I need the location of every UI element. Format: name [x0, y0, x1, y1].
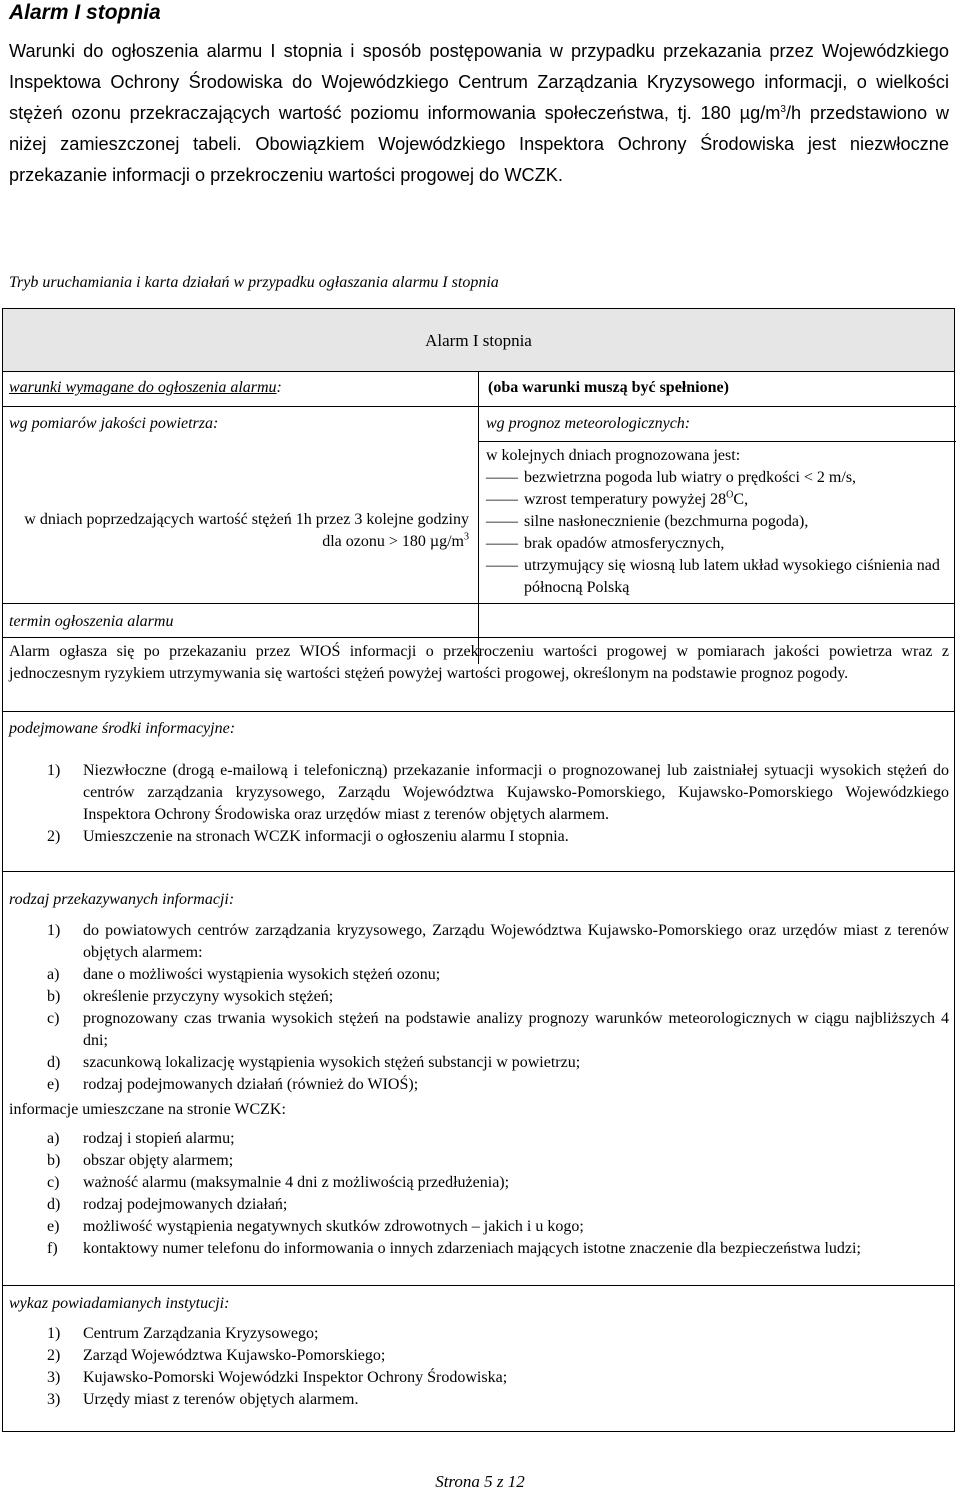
forecast-item	[486, 489, 948, 511]
intro-part2: /h przedstawiono w niżej zamieszczonej tabeli. Obowiązkiem Wojewódzkiego Inspektora Ochrony Środowiska jest niezwłoczne przekazanie informacji o przekroczeniu wartości progowej do WCZK.	[9, 103, 950, 185]
measurements-sup: 3	[464, 531, 469, 543]
measurements-label: wg pomiarów jakości powietrza:	[9, 415, 219, 432]
info-text: dane o możliwości wystąpienia wysokich stężeń ozonu;	[83, 966, 441, 983]
temp-suffix: C,	[733, 491, 749, 508]
web-text: możliwość wystąpienia negatywnych skutków zdrowotnych – jakich i u kogo;	[83, 1218, 584, 1235]
info-text: rodzaj podejmowanych działań (również do WIOŚ);	[83, 1076, 419, 1093]
info-num: e)	[47, 1076, 60, 1093]
web-num: f)	[47, 1240, 58, 1257]
web-item	[9, 1194, 949, 1216]
table-header: Alarm I stopnia	[3, 309, 954, 372]
measure-item	[9, 826, 949, 848]
web-item	[9, 1128, 949, 1150]
alarm-table	[2, 308, 955, 1432]
info-item	[9, 1008, 949, 1052]
institution-num: 2)	[47, 1347, 61, 1364]
forecast-item-text: utrzymujący się wiosną lub latem układ wysokiego ciśnienia nad północną Polską	[524, 557, 940, 596]
forecast-item-text: bezwietrzna pogoda lub wiatry o prędkości < 2 m/s,	[524, 469, 857, 486]
temp-sup: O	[726, 489, 734, 501]
conditions-label	[9, 377, 282, 399]
web-text: rodzaj i stopień alarmu;	[83, 1130, 235, 1147]
web-text: kontaktowy numer telefonu do informowania o innych zdarzeniach mających istotne znaczenie dla bezpieczeństwa ludzi;	[83, 1240, 861, 1257]
forecast-item-text: brak opadów atmosferycznych,	[524, 535, 725, 552]
institution-text: Zarząd Województwa Kujawsko-Pomorskiego;	[83, 1347, 386, 1364]
web-num: e)	[47, 1218, 60, 1235]
institution-item	[9, 1345, 949, 1367]
web-num: a)	[47, 1130, 60, 1147]
dash-mark: ——	[486, 491, 518, 508]
measure-text: Umieszczenie na stronach WCZK informacji o ogłoszeniu alarmu I stopnia.	[83, 828, 569, 845]
page-footer: Strona 5 z 12	[435, 1472, 525, 1491]
page-title: Alarm I stopnia	[9, 1, 161, 24]
institution-item	[9, 1367, 949, 1389]
institution-item	[9, 1389, 949, 1411]
web-text: rodzaj podejmowanych działań;	[83, 1196, 288, 1213]
column-divider	[478, 372, 479, 664]
measure-num: 2)	[47, 828, 61, 845]
forecast-item-text: silne nasłonecznienie (bezchmurna pogoda),	[524, 513, 809, 530]
info-item	[9, 986, 949, 1008]
institution-item	[9, 1323, 949, 1345]
web-num: c)	[47, 1174, 60, 1191]
info-text: prognozowany czas trwania wysokich stężeń na podstawie analizy prognozy warunków meteorologicznych w ciągu najbliższych 4 dni;	[83, 1010, 949, 1049]
institution-num: 3)	[47, 1369, 61, 1386]
info-num: c)	[47, 1010, 60, 1027]
web-text: obszar objęty alarmem;	[83, 1152, 234, 1169]
info-text: szacunkową lokalizację wystąpienia wysokich stężeń substancji w powietrzu;	[83, 1054, 581, 1071]
dash-mark: ——	[486, 469, 518, 486]
web-item	[9, 1216, 949, 1238]
info-num: b)	[47, 988, 61, 1005]
conditions-colon: :	[276, 379, 282, 396]
divider	[478, 406, 956, 407]
forecast-list	[486, 467, 948, 599]
forecast-item	[486, 511, 948, 533]
info-num: d)	[47, 1054, 61, 1071]
info-main-text: do powiatowych centrów zarządzania kryzysowego, Zarządu Województwa Kujawsko-Pomorskiego oraz urzędów miast z terenów objętych alarmem:	[83, 922, 949, 961]
institution-num: 3)	[47, 1391, 61, 1408]
measurements-text-body: w dniach poprzedzających wartość stężeń 1h przez 3 kolejne godziny dla ozonu > 180 µg/m	[24, 511, 469, 550]
divider	[3, 637, 954, 638]
info-label: rodzaj przekazywanych informacji:	[9, 891, 235, 908]
divider	[3, 406, 479, 407]
forecast-item	[486, 533, 948, 555]
divider	[3, 871, 954, 872]
info-main-item	[9, 920, 949, 964]
divider	[3, 603, 954, 604]
forecast-label: wg prognoz meteorologicznych:	[486, 415, 691, 432]
web-item	[9, 1172, 949, 1194]
institution-text: Urzędy miast z terenów objętych alarmem.	[83, 1391, 359, 1408]
intro-part1: Warunki do ogłoszenia alarmu I stopnia i sposób postępowania w przypadku przekazania przez Wojewódzkiego Inspektowa Ochrony Środowiska do Wojewódzkiego Centrum Zarządzania Kryzysowego informacji, o wielkości stężeń ozonu przekraczających wartość poziomu informowania społeczeństwa, tj. 180 µg/m	[9, 41, 949, 123]
measures-label: podejmowane środki informacyjne:	[9, 720, 236, 737]
term-text: Alarm ogłasza się po przekazaniu przez WIOŚ informacji o przekroczeniu wartości progowej w pomiarach jakości powietrza wraz z jednoczesnym ryzykiem utrzymywania się wartości stężeń powyżej wartości progowej, określonym na podstawie prognoz pogody.	[9, 643, 949, 682]
info-num: a)	[47, 966, 60, 983]
measures-list	[9, 760, 949, 848]
web-num: b)	[47, 1152, 61, 1169]
dash-mark: ——	[486, 557, 518, 574]
dash-mark: ——	[486, 513, 518, 530]
web-text: ważność alarmu (maksymalnie 4 dni z możliwością przedłużenia);	[83, 1174, 510, 1191]
dash-mark: ——	[486, 535, 518, 552]
forecast-item	[486, 467, 948, 489]
web-list	[9, 1128, 949, 1260]
info-text: określenie przyczyny wysokich stężeń;	[83, 988, 334, 1005]
web-item	[9, 1150, 949, 1172]
forecast-item-text: wzrost temperatury powyżej 28	[524, 491, 727, 508]
divider	[3, 711, 954, 712]
info-list	[9, 920, 949, 1096]
conditions-label-text: warunki wymagane do ogłoszenia alarmu	[9, 379, 277, 396]
measure-text: Niezwłoczne (drogą e-mailową i telefoniczną) przekazanie informacji o prognozowanej lub zaistniałej sytuacji wysokich stężeń do centrów zarządzania kryzysowego, Zarządu Województwa Kujawsko-Pomorskiego, Kujawsko-Pomorskiego Wojewódzkiego Inspektora Ochrony Środowiska oraz urzędów miast z terenów objętych alarmem.	[83, 762, 949, 823]
intro-paragraph	[9, 36, 949, 191]
info-main-num: 1)	[47, 922, 61, 939]
institution-text: Kujawsko-Pomorski Wojewódzki Inspektor Ochrony Środowiska;	[83, 1369, 508, 1386]
web-num: d)	[47, 1196, 61, 1213]
forecast-item	[486, 555, 948, 599]
measure-item	[9, 760, 949, 826]
info-item	[9, 1074, 949, 1096]
info-item	[9, 1052, 949, 1074]
institution-text: Centrum Zarządzania Kryzysowego;	[83, 1325, 319, 1342]
institutions-list	[9, 1323, 949, 1411]
institution-num: 1)	[47, 1325, 61, 1342]
term-label: termin ogłoszenia alarmu	[9, 613, 174, 630]
institutions-label: wykaz powiadamianych instytucji:	[9, 1295, 230, 1312]
web-item	[9, 1238, 949, 1260]
measure-num: 1)	[47, 762, 61, 779]
both-required-note: (oba warunki muszą być spełnione)	[488, 379, 729, 396]
divider	[3, 1285, 954, 1286]
forecast-intro: w kolejnych dniach prognozowana jest:	[486, 447, 741, 464]
info-item	[9, 964, 949, 986]
divider	[478, 441, 956, 442]
web-label: informacje umieszczane na stronie WCZK:	[9, 1101, 286, 1118]
intro-sup: 3	[780, 103, 786, 115]
table-caption: Tryb uruchamiania i karta działań w przypadku ogłaszania alarmu I stopnia	[9, 274, 499, 291]
measurements-text	[9, 509, 469, 553]
